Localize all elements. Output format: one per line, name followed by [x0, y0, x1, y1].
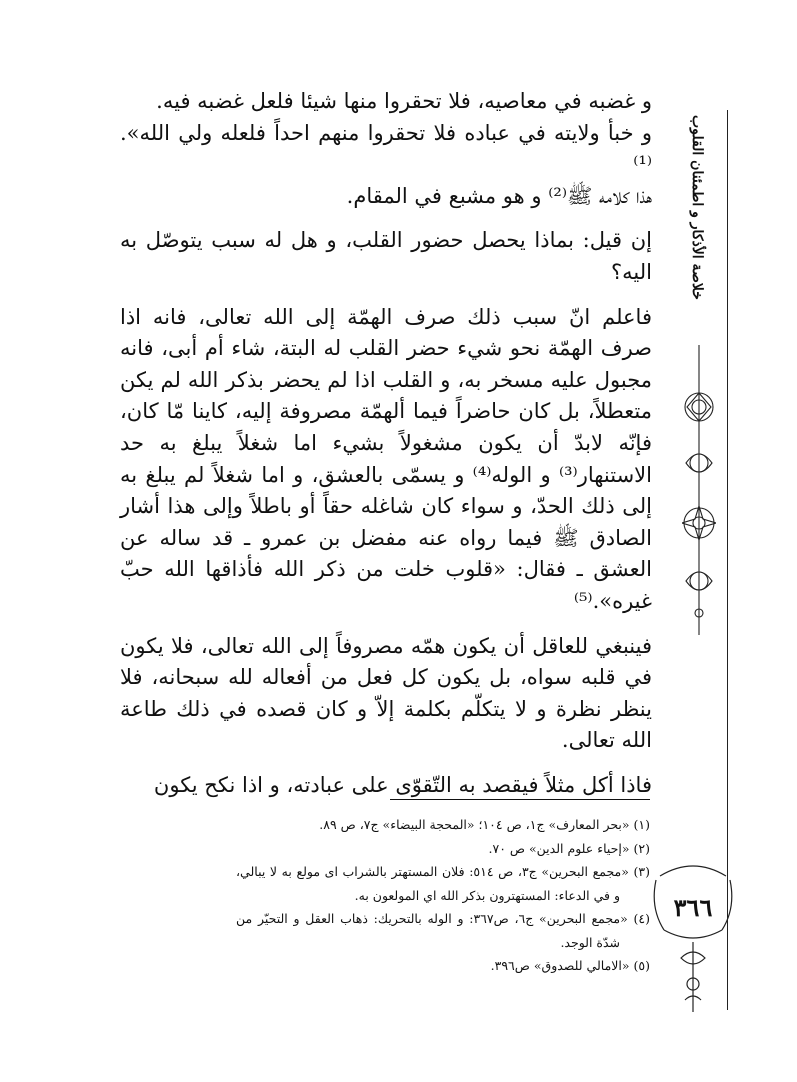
footnote: (١) «بحر المعارف» ج١، ص ١٠٤؛ «المحجة البيضاء» ج٧، ص ٨٩.	[319, 817, 650, 832]
footnote-divider	[390, 799, 650, 800]
paragraph: فاذا أكل مثلاً فيقصد به التّقوّى على عبادته، و اذا نكح يكون	[153, 772, 652, 797]
main-text	[120, 86, 652, 801]
footnote: (٢) «إحياء علوم الدين» ص ٧٠.	[488, 840, 650, 856]
page-number-frame-icon	[650, 862, 736, 1012]
paragraph: فينبغي للعاقل أن يكون همّه مصروفاً إلى الله تعالى، فلا يكون في قلبه سواه، بل يكون كل فعل من أفعاله لله سبحانه، فلا ينظر نظرة و لا يتكلّم بكلمة إلاّ و كان قصده في ذلك طاعة الله تعالى.	[120, 633, 652, 753]
footnote: (٤) «مجمع البحرين» ج٦، ص٣٦٧: و الوله بالتحريك: ذهاب العقل و التحيّر من شدّة الوجد.	[236, 911, 650, 950]
question-paragraph: إن قيل: بماذا يحصل حضور القلب، و هل له سبب يتوصّل به اليه؟	[120, 228, 652, 284]
paragraph: و خبأ ولايته في عباده فلا تحقروا منهم احداً فلعله ولي الله».⁽¹⁾	[120, 120, 652, 177]
floral-medallion-icon	[682, 345, 716, 635]
footnotes	[236, 813, 650, 978]
footnote: (٣) «مجمع البحرين» ج٣، ص ٥١٤: فلان المستهتر بالشراب اى مولع به لا يبالي، و في الدعاء: المستهترون بذكر الله اي المولعون به.	[236, 864, 650, 903]
paragraph: فاعلم انّ سبب ذلك صرف الهمّة إلى الله تعالى، فانه اذا صرف الهمّة نحو شيء حضر القلب له البتة، شاء أم أبى، فانه مجبول عليه مسخر به، و القلب اذا لم يحضر بذكر الله لم يكن متعطلاً، بل كان حاضراً فيما ألهمّة مصروفة إليه، كاينا مّا كان، فإنّه لابدّ أن يكون مشغولاً بشيء اما شغلاً يبلغ به حد الاستنهار⁽³⁾ و الوله⁽⁴⁾ و يسمّى بالعشق، و اما شغلاً لم يبلغ به إلى ذلك الحدّ، و سواء كان شاغله حقاً أو باطلاً وإلى هذا أشار الصادق ﷺ فيما رواه عنه مفضل بن عمرو ـ قد ساله عن العشق ـ فقال: «قلوب خلت من ذكر الله فأذاقها الله حبّ غيره».⁽⁵⁾	[120, 304, 652, 613]
paragraph: و غضبه في معاصيه، فلا تحقروا منها شيئا فلعل غضبه فيه.	[156, 89, 652, 113]
page-number: ٣٦٦	[673, 893, 713, 922]
paragraph: هذا كلامه ﷺ⁽²⁾ و هو مشبع في المقام.	[346, 183, 652, 208]
running-title: خلاصة الأذكار و اطمئنان القلوب	[689, 115, 705, 300]
footnote: (٥) «الامالي للصدوق» ص٣٩٦.	[490, 958, 650, 973]
